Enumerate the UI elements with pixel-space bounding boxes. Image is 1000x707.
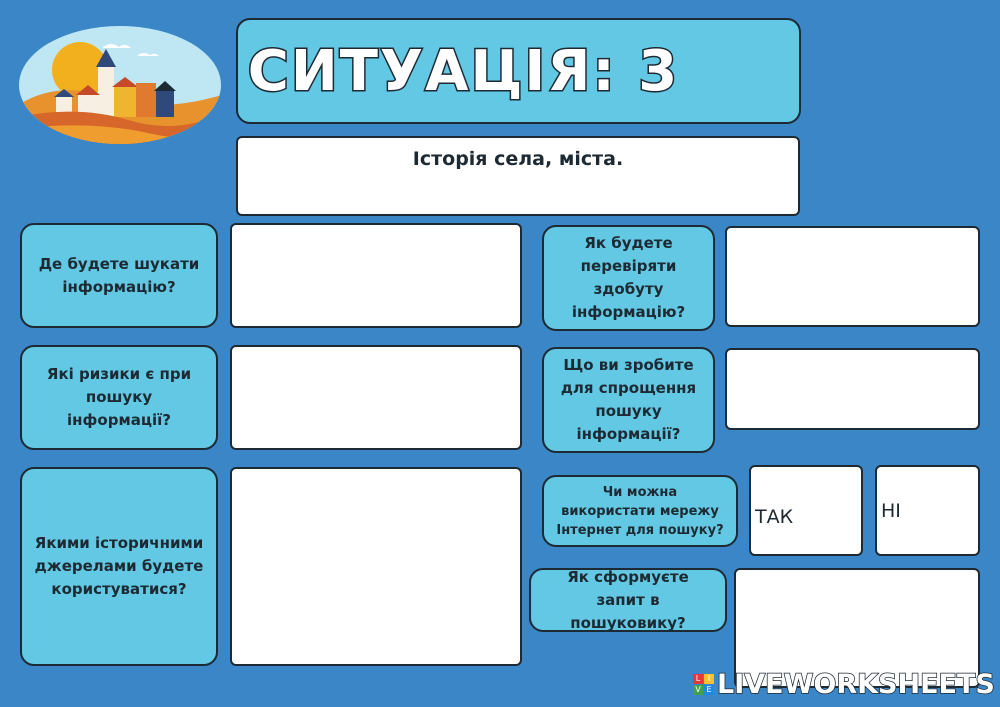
question-search-where-text: Де будете шукати інформацію?: [38, 254, 200, 296]
question-risks: [20, 345, 218, 450]
option-yes-box[interactable]: [749, 465, 863, 556]
question-simplify: [542, 347, 715, 453]
answer-verify[interactable]: [725, 226, 980, 327]
option-no-label: НІ: [881, 500, 901, 522]
liveworksheets-logo: [693, 667, 993, 701]
answer-search-where[interactable]: [230, 223, 522, 328]
question-sources-text: Якими історичними джерелами будете користуватися?: [34, 534, 204, 598]
question-query-text: Як сформуєте запит в пошуковику?: [567, 567, 689, 632]
option-yes-label: ТАК: [755, 506, 794, 528]
village-illustration: [18, 25, 222, 145]
question-verify-text: Як будете перевіряти здобуту інформацію?: [571, 234, 686, 321]
topic-text: Історія села, міста.: [412, 148, 624, 170]
liveworksheets-wordmark: LIVEWORKSHEETS: [717, 668, 995, 700]
live-badge-icon: L I V E: [693, 674, 714, 695]
question-sources: [20, 467, 218, 666]
answer-risks[interactable]: [230, 345, 522, 450]
question-risks-text: Які ризики є при пошуку інформації?: [46, 365, 192, 429]
question-query: [529, 568, 727, 632]
question-internet: [542, 475, 738, 547]
question-simplify-text: Що ви зробите для спрощення пошуку інформації?: [560, 356, 697, 443]
page-title: СИТУАЦІЯ: 3: [247, 38, 680, 104]
question-search-where: [20, 223, 218, 328]
question-internet-text: Чи можна використати мережу Інтернет для пошуку?: [556, 484, 724, 538]
question-verify: [542, 225, 715, 331]
answer-sources[interactable]: [230, 467, 522, 666]
topic-box: [236, 136, 800, 216]
answer-simplify[interactable]: [725, 348, 980, 430]
option-no-box[interactable]: [875, 465, 980, 556]
title-banner: [236, 18, 801, 124]
